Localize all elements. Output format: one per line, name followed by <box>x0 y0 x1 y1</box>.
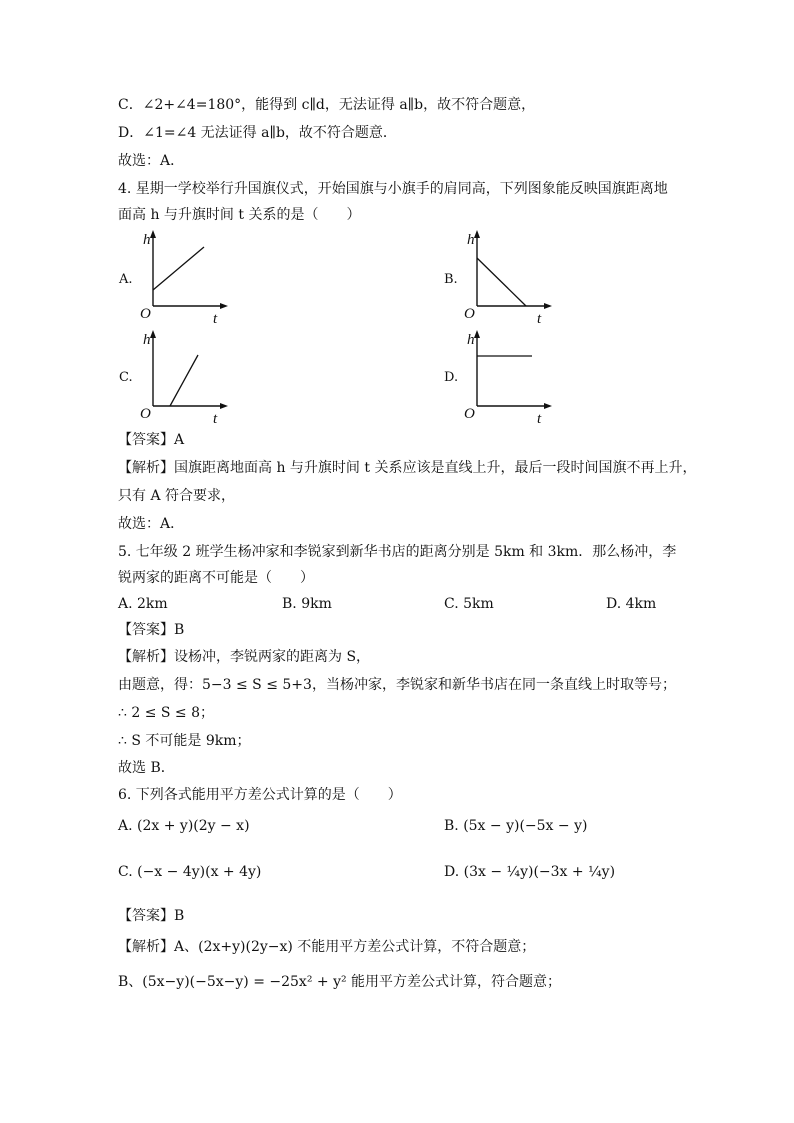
axis-t-label: t <box>537 311 542 327</box>
axis-h-label: h <box>467 332 475 348</box>
q6-option-b: B. (5x − y)(−5x − y) <box>444 818 588 834</box>
question-4-text: 4. 星期一学校举行升国旗仪式，开始国旗与小旗手的肩同高，下列图象能反映国旗距离地 <box>118 181 668 197</box>
question-5-text: 锐两家的距离不可能是（ ） <box>118 570 314 586</box>
axis-h-label: h <box>143 332 151 348</box>
axis-t-label: t <box>537 411 542 427</box>
question-5-text: 5. 七年级 2 班学生杨冲家和李锐家到新华书店的距离分别是 5km 和 3km．那么杨冲，李 <box>118 544 677 560</box>
explanation-6: 【解析】A、(2x+y)(2y−x) 不能用平方差公式计算，不符合题意； <box>118 939 536 955</box>
origin-label: O <box>140 306 151 322</box>
answer-4: 【答案】A <box>118 432 185 448</box>
origin-label: O <box>464 406 475 422</box>
answer-6: 【答案】B <box>118 908 185 924</box>
question-6-text: 6. 下列各式能用平方差公式计算的是（ ） <box>118 787 402 803</box>
axis-t-label: t <box>213 311 218 327</box>
option-c-label: C. <box>119 370 133 385</box>
graph-option-b <box>464 228 559 327</box>
q5-option-d: D. 4km <box>606 596 657 612</box>
q5-option-c: C. 5km <box>444 596 494 612</box>
option-a-label: A. <box>119 272 133 287</box>
explanation-5: ∴ 2 ≤ S ≤ 8； <box>118 705 215 721</box>
explanation-4: 只有 A 符合要求， <box>118 488 236 504</box>
axis-h-label: h <box>143 232 151 248</box>
q5-option-b: B. 9km <box>282 596 332 612</box>
text-line: D．∠1=∠4 无法证得 a∥b，故不符合题意． <box>118 125 397 141</box>
option-d-label: D. <box>444 370 459 385</box>
explanation-4: 故选：A． <box>118 516 185 532</box>
explanation-5: ∴ S 不可能是 9km； <box>118 733 251 749</box>
graph-option-c <box>140 328 235 427</box>
axis-h-label: h <box>467 232 475 248</box>
graph-option-d <box>464 328 559 427</box>
explanation-5: 由题意，得：5−3 ≤ S ≤ 5+3，当杨冲家，李锐家和新华书店在同一条直线上时取等号； <box>118 677 676 693</box>
origin-label: O <box>464 306 475 322</box>
explanation-4: 【解析】国旗距离地面高 h 与升旗时间 t 关系应该是直线上升，最后一段时间国旗不再上升， <box>118 460 697 476</box>
explanation-5: 故选 B． <box>118 760 175 776</box>
q6-option-c: C. (−x − 4y)(x + 4y) <box>118 864 262 880</box>
option-b-label: B. <box>444 272 458 287</box>
answer-5: 【答案】B <box>118 622 185 638</box>
text-line: C．∠2+∠4=180°，能得到 c∥d，无法证得 a∥b，故不符合题意， <box>118 97 536 113</box>
text-line: 故选：A． <box>118 153 185 169</box>
explanation-6: B、(5x−y)(−5x−y) = −25x² + y² 能用平方差公式计算，符合题意； <box>118 974 562 990</box>
question-4-text: 面高 h 与升旗时间 t 关系的是（ ） <box>118 207 361 223</box>
axis-t-label: t <box>213 411 218 427</box>
q6-option-d: D. (3x − ¼y)(−3x + ¼y) <box>444 864 616 880</box>
origin-label: O <box>140 406 151 422</box>
explanation-5: 【解析】设杨冲，李锐两家的距离为 S， <box>118 649 371 665</box>
graph-option-a <box>140 228 235 327</box>
q6-option-a: A. (2x + y)(2y − x) <box>118 818 250 834</box>
q5-option-a: A. 2km <box>118 596 168 612</box>
